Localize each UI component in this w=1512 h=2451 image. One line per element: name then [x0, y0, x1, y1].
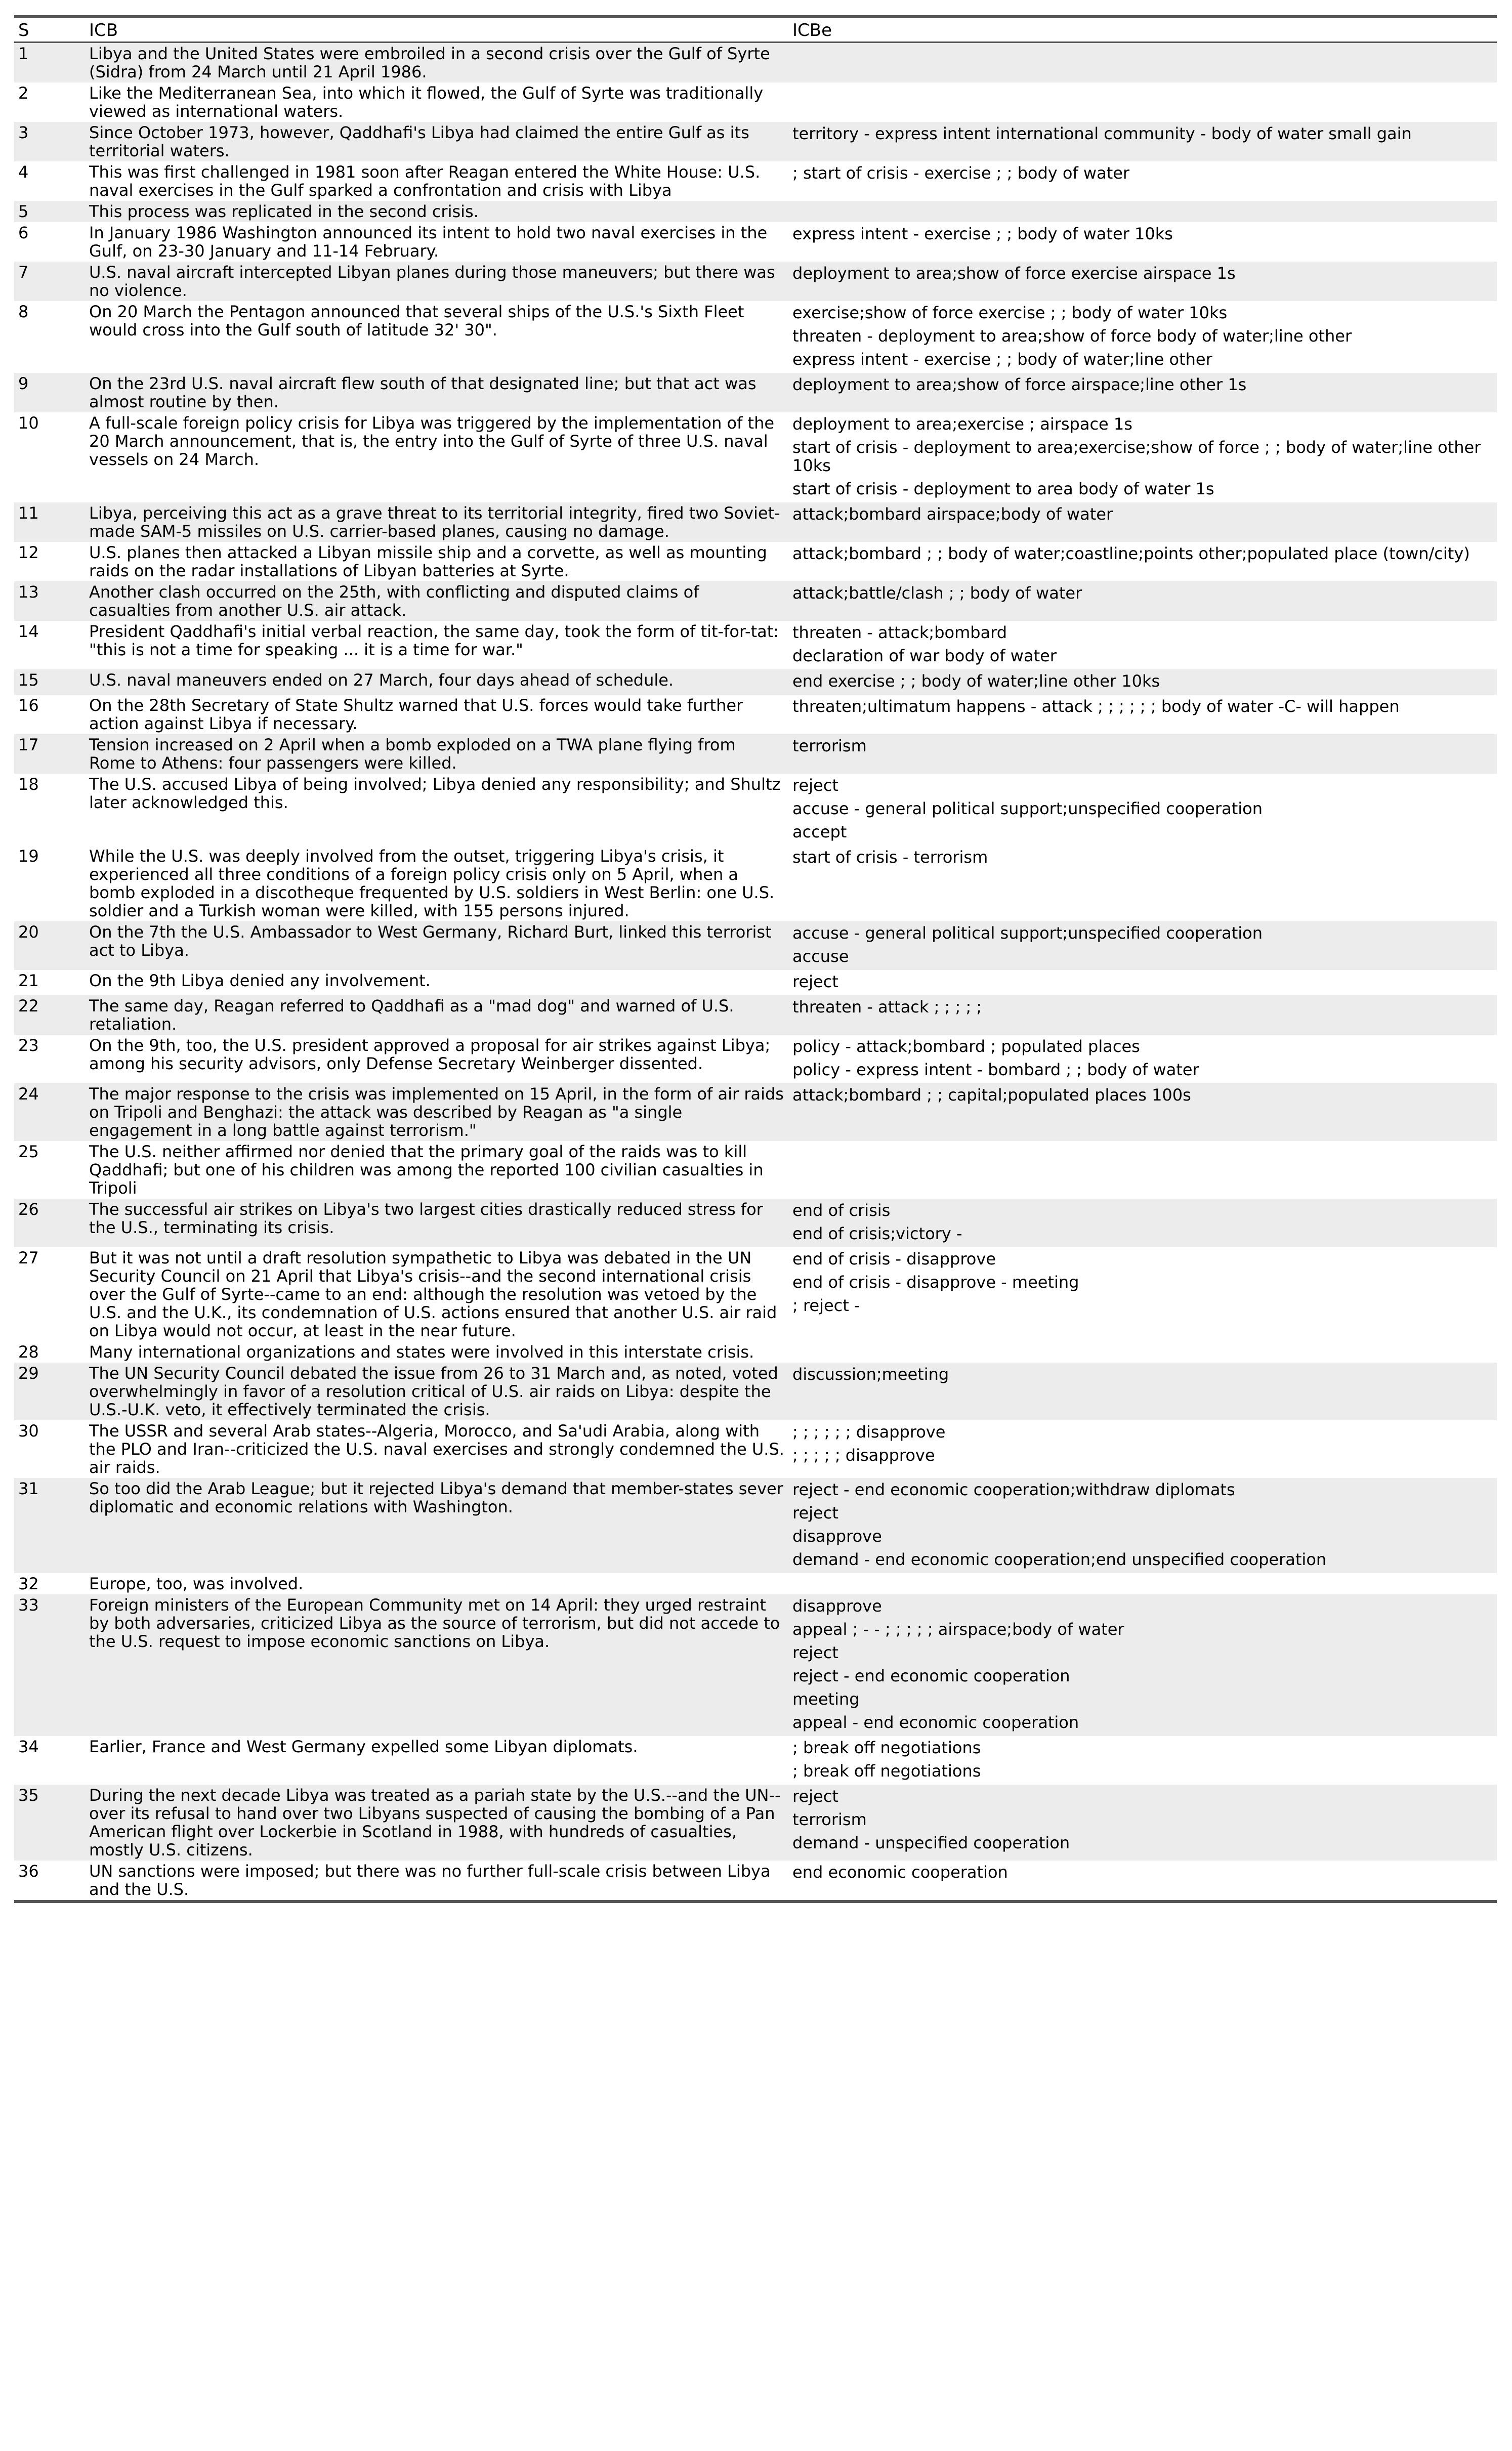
icbe-events — [788, 1141, 1497, 1199]
icbe-events — [788, 1785, 1497, 1861]
table-row — [14, 502, 1497, 542]
icbe-event: reject — [792, 972, 838, 991]
table-row — [14, 669, 1497, 695]
icb-text: The U.S. neither affirmed nor denied that the primary goal of the raids was to kill Qaddhafi; but one of his children was among the reported 100 civilian casualties in Tripoli — [89, 1142, 764, 1198]
sentence-number: 34 — [18, 1737, 39, 1756]
table-row — [14, 373, 1497, 412]
icbe-events — [788, 201, 1497, 222]
icb-text: Libya, perceiving this act as a grave threat to its territorial integrity, fired two Soviet-made SAM-5 missiles on U.S. carrier-based planes, causing no damage. — [85, 502, 788, 542]
sentence-number: 32 — [18, 1574, 39, 1593]
icbe-event: end exercise ; ; body of water;line other 10ks — [792, 671, 1160, 691]
icbe-event: end of crisis — [792, 1201, 891, 1220]
icbe-event: demand - unspecified cooperation — [792, 1833, 1070, 1852]
icbe-events — [788, 412, 1497, 502]
icb-text: On the 9th, too, the U.S. president approved a proposal for air strikes against Libya; among his security advisors, only Defense Secretary Weinberger dissented. — [89, 1036, 771, 1073]
table-row — [14, 122, 1497, 161]
icbe-event: reject — [792, 1643, 838, 1662]
icbe-event: attack;bombard airspace;body of water — [792, 504, 1113, 524]
icbe-events — [788, 1573, 1497, 1594]
icbe-events — [788, 1420, 1497, 1478]
icbe-events — [788, 1341, 1497, 1363]
icb-text: Earlier, France and West Germany expelled some Libyan diplomats. — [89, 1737, 638, 1756]
sentence-number: 2 — [18, 83, 29, 103]
table-row — [14, 1247, 1497, 1341]
icbe-event: declaration of war body of water — [792, 646, 1057, 665]
sentence-number: 12 — [18, 543, 39, 562]
icbe-events — [788, 621, 1497, 669]
sentence-number: 22 — [14, 995, 85, 1035]
icb-text: U.S. naval aircraft intercepted Libyan planes during those maneuvers; but there was no violence. — [85, 262, 788, 301]
icbe-events — [788, 222, 1497, 262]
icbe-events — [788, 122, 1497, 161]
icbe-events — [788, 734, 1497, 774]
icb-text: The U.S. accused Libya of being involved; Libya denied any responsibility; and Shultz later acknowledged this. — [89, 775, 781, 812]
icb-text: The USSR and several Arab states--Algeria, Morocco, and Sa'udi Arabia, along with the PLO and Iran--criticized the U.S. naval exercises and strongly condemned the U.S. air raids. — [89, 1421, 784, 1477]
sentence-number: 23 — [18, 1036, 39, 1055]
icb-text: During the next decade Libya was treated as a pariah state by the U.S.--and the UN--over its refusal to hand over two Libyans suspected of causing the bombing of a Pan American flight over Lockerbie in Scotland in 1988, with hundreds of casualties, mostly U.S. citizens. — [85, 1785, 788, 1861]
table-row — [14, 262, 1497, 301]
icbe-event: reject - end economic cooperation — [792, 1666, 1070, 1685]
sentence-number: 3 — [14, 122, 85, 161]
icb-text: Since October 1973, however, Qaddhafi's Libya had claimed the entire Gulf as its territorial waters. — [85, 122, 788, 161]
sentence-number: 11 — [14, 502, 85, 542]
icb-text: While the U.S. was deeply involved from the outset, triggering Libya's crisis, it experienced all three conditions of a foreign policy crisis only on 5 April, when a bomb exploded in a discotheque frequented by U.S. soldiers in West Berlin: one U.S. soldier and a Turkish woman were killed, with 155 persons injured. — [89, 847, 775, 920]
icbe-event: policy - attack;bombard ; populated places — [792, 1037, 1140, 1056]
table-row — [14, 301, 1497, 373]
table-row — [14, 161, 1497, 201]
icbe-event: threaten - attack;bombard — [792, 623, 1007, 642]
icbe-event: ; break off negotiations — [792, 1761, 981, 1781]
icb-text: Many international organizations and states were involved in this interstate crisis. — [89, 1342, 754, 1362]
table-row — [14, 970, 1497, 995]
sentence-number: 9 — [14, 373, 85, 412]
sentence-number: 27 — [18, 1248, 39, 1267]
icbe-event: ; reject - — [792, 1296, 860, 1315]
icbe-events — [788, 1083, 1497, 1141]
icb-text: So too did the Arab League; but it rejected Libya's demand that member-states sever diplomatic and economic relations with Washington. — [85, 1478, 788, 1573]
icb-text: On 20 March the Pentagon announced that several ships of the U.S.'s Sixth Fleet would cross into the Gulf south of latitude 32' 30". — [89, 302, 744, 340]
icb-text: The major response to the crisis was implemented on 15 April, in the form of air raids on Tripoli and Benghazi: the attack was described by Reagan as "a single engagement in a long battle against terrorism." — [85, 1083, 788, 1141]
sentence-number: 30 — [18, 1421, 39, 1441]
icbe-event: reject — [792, 1503, 838, 1523]
table-row — [14, 412, 1497, 502]
sentence-number: 10 — [18, 413, 39, 433]
icbe-events — [788, 1247, 1497, 1341]
sentence-number: 14 — [18, 622, 39, 641]
sentence-number: 7 — [14, 262, 85, 301]
icbe-events — [788, 301, 1497, 373]
icbe-event: end of crisis - disapprove - meeting — [792, 1273, 1079, 1292]
icbe-event: terrorism — [792, 1810, 867, 1829]
sentence-number: 28 — [18, 1342, 39, 1362]
icb-text: On the 23rd U.S. naval aircraft flew south of that designated line; but that act was almost routine by then. — [85, 373, 788, 412]
icbe-events — [788, 43, 1497, 83]
icbe-event: express intent - exercise ; ; body of water;line other — [792, 350, 1212, 369]
sentence-number: 13 — [14, 581, 85, 621]
table-row — [14, 995, 1497, 1035]
icbe-event: reject — [792, 1787, 838, 1806]
icb-text: U.S. naval maneuvers ended on 27 March, four days ahead of schedule. — [85, 669, 788, 695]
icb-text: President Qaddhafi's initial verbal reaction, the same day, took the form of tit-for-tat: "this is not a time for speaking ... it is a time for war." — [89, 622, 779, 659]
table-row — [14, 43, 1497, 83]
icbe-event: attack;battle/clash ; ; body of water — [792, 583, 1082, 603]
icbe-event: meeting — [792, 1689, 860, 1709]
table-row — [14, 1141, 1497, 1199]
table-row — [14, 1199, 1497, 1247]
icbe-event: start of crisis - deployment to area;exercise;show of force ; ; body of water;line other 10ks — [792, 438, 1481, 475]
icb-text: A full-scale foreign policy crisis for Libya was triggered by the implementation of the 20 March announcement, that is, the entry into the Gulf of Syrte of three U.S. naval vessels on 24 March. — [89, 413, 775, 469]
icbe-events — [788, 373, 1497, 412]
icbe-events — [788, 1478, 1497, 1573]
icbe-event: policy - express intent - bombard ; ; body of water — [792, 1060, 1199, 1079]
icbe-events — [788, 502, 1497, 542]
table-row — [14, 1478, 1497, 1573]
sentence-number: 16 — [18, 696, 39, 715]
icb-text: Like the Mediterranean Sea, into which it flowed, the Gulf of Syrte was traditionally viewed as international waters. — [89, 83, 764, 121]
icbe-events — [788, 1861, 1497, 1901]
icb-text: But it was not until a draft resolution sympathetic to Libya was debated in the UN Security Council on 21 April that Libya's crisis--and the second international crisis over the Gulf of Syrte--came to an end: although the resolution was vetoed by the U.S. and the U.K., its condemnation of U.S. actions ensured that another U.S. air raid on Libya would not occur, at least in the near future. — [89, 1248, 777, 1340]
icbe-event: threaten - attack ; ; ; ; ; — [792, 997, 982, 1017]
icbe-event: end of crisis;victory - — [792, 1224, 962, 1243]
icbe-events — [788, 581, 1497, 621]
table-row — [14, 1594, 1497, 1736]
icbe-event: deployment to area;show of force exercise airspace 1s — [792, 264, 1236, 283]
icbe-events — [788, 846, 1497, 921]
sentence-number: 5 — [14, 201, 85, 222]
icbe-event: express intent - exercise ; ; body of water 10ks — [792, 224, 1173, 243]
icb-text: Another clash occurred on the 25th, with conflicting and disputed claims of casualties from another U.S. air attack. — [85, 581, 788, 621]
sentence-number: 17 — [14, 734, 85, 774]
icb-text: On the 28th Secretary of State Shultz warned that U.S. forces would take further action against Libya if necessary. — [89, 696, 743, 733]
sentence-number: 1 — [14, 43, 85, 83]
icbe-event: appeal - end economic cooperation — [792, 1713, 1079, 1732]
icbe-event: appeal ; - - ; ; ; ; ; airspace;body of water — [792, 1620, 1124, 1639]
icbe-event: start of crisis - terrorism — [792, 848, 988, 867]
table-header — [14, 17, 1497, 43]
icbe-event: ; break off negotiations — [792, 1738, 981, 1757]
icbe-event: end of crisis - disapprove — [792, 1249, 996, 1269]
sentence-number: 21 — [18, 971, 39, 990]
icbe-event: start of crisis - deployment to area body of water 1s — [792, 479, 1214, 498]
icbe-events — [788, 1199, 1497, 1247]
icb-text: On the 7th the U.S. Ambassador to West Germany, Richard Burt, linked this terrorist act to Libya. — [85, 921, 788, 970]
icbe-event: territory - express intent international community - body of water small gain — [792, 124, 1412, 143]
icbe-event: attack;bombard ; ; capital;populated places 100s — [792, 1085, 1191, 1105]
sentence-number: 19 — [18, 847, 39, 866]
icbe-events — [788, 1363, 1497, 1420]
header-s: S — [18, 20, 29, 40]
header-icbe: ICBe — [792, 20, 832, 40]
header-icb: ICB — [89, 20, 118, 40]
icb-text: This was first challenged in 1981 soon after Reagan entered the White House: U.S. naval exercises in the Gulf sparked a confrontation and crisis with Libya — [89, 162, 761, 200]
sentence-number: 18 — [18, 775, 39, 794]
icbe-event: disapprove — [792, 1527, 882, 1546]
table-row — [14, 82, 1497, 122]
icbe-event: ; ; ; ; ; disapprove — [792, 1446, 935, 1465]
table-row — [14, 921, 1497, 970]
sentence-number: 35 — [14, 1785, 85, 1861]
icb-text: Libya and the United States were embroiled in a second crisis over the Gulf of Syrte (Sidra) from 24 March until 21 April 1986. — [85, 43, 788, 83]
table-row — [14, 1861, 1497, 1901]
table-row — [14, 1083, 1497, 1141]
sentence-number: 31 — [14, 1478, 85, 1573]
icbe-event: deployment to area;show of force airspace;line other 1s — [792, 375, 1247, 394]
sentence-number: 25 — [18, 1142, 39, 1161]
icbe-events — [788, 262, 1497, 301]
icbe-event: disapprove — [792, 1596, 882, 1616]
table-row — [14, 734, 1497, 774]
table-row — [14, 1035, 1497, 1083]
icbe-events — [788, 1594, 1497, 1736]
icbe-event: reject - end economic cooperation;withdraw diplomats — [792, 1480, 1235, 1499]
icbe-events — [788, 82, 1497, 122]
table-body — [14, 43, 1497, 1902]
icbe-events — [788, 542, 1497, 581]
sentence-number: 4 — [18, 162, 29, 182]
sentence-number: 15 — [14, 669, 85, 695]
icbe-event: end economic cooperation — [792, 1863, 1008, 1882]
table-row — [14, 1341, 1497, 1363]
icbe-events — [788, 970, 1497, 995]
table-row — [14, 1736, 1497, 1785]
icbe-event: threaten - deployment to area;show of force body of water;line other — [792, 326, 1352, 346]
table-row — [14, 542, 1497, 581]
table-row — [14, 621, 1497, 669]
table-row — [14, 774, 1497, 846]
sentence-number: 20 — [14, 921, 85, 970]
icb-text: Europe, too, was involved. — [89, 1574, 304, 1593]
icb-comparison-table — [14, 15, 1497, 1903]
icb-text: This process was replicated in the second crisis. — [85, 201, 788, 222]
icbe-event: exercise;show of force exercise ; ; body of water 10ks — [792, 303, 1228, 322]
icbe-events — [788, 1035, 1497, 1083]
icbe-event: accuse - general political support;unspecified cooperation — [792, 923, 1263, 943]
icb-text: The successful air strikes on Libya's two largest cities drastically reduced stress for the U.S., terminating its crisis. — [85, 1199, 788, 1247]
icbe-events — [788, 774, 1497, 846]
icb-text: The UN Security Council debated the issue from 26 to 31 March and, as noted, voted overwhelmingly in favor of a resolution critical of U.S. air raids on Libya: despite the U.S.-U.K. veto, it effectively terminated the crisis. — [85, 1363, 788, 1420]
sentence-number: 6 — [18, 223, 29, 242]
icbe-event: terrorism — [792, 736, 867, 755]
icbe-event: deployment to area;exercise ; airspace 1s — [792, 414, 1132, 434]
table-row — [14, 1363, 1497, 1420]
table-row — [14, 695, 1497, 734]
sentence-number: 33 — [14, 1594, 85, 1736]
sentence-number: 26 — [14, 1199, 85, 1247]
icbe-event: ; ; ; ; ; ; disapprove — [792, 1422, 946, 1442]
table-row — [14, 1785, 1497, 1861]
icbe-events — [788, 995, 1497, 1035]
sentence-number: 24 — [14, 1083, 85, 1141]
icb-text: In January 1986 Washington announced its intent to hold two naval exercises in the Gulf, on 23-30 January and 11-14 February. — [89, 223, 768, 261]
table-row — [14, 1573, 1497, 1594]
icb-text: Tension increased on 2 April when a bomb exploded on a TWA plane flying from Rome to Athens: four passengers were killed. — [85, 734, 788, 774]
table-row — [14, 222, 1497, 262]
table-row — [14, 581, 1497, 621]
icbe-event: reject — [792, 776, 838, 795]
icbe-event: accuse - general political support;unspecified cooperation — [792, 799, 1263, 818]
sentence-number: 8 — [18, 302, 29, 321]
icbe-event: accept — [792, 822, 847, 841]
icbe-event: threaten;ultimatum happens - attack ; ; ; ; ; ; body of water -C- will happen — [792, 697, 1400, 716]
table-row — [14, 1420, 1497, 1478]
icbe-events — [788, 161, 1497, 201]
sentence-number: 29 — [14, 1363, 85, 1420]
sentence-number: 36 — [18, 1862, 39, 1881]
icb-text: U.S. planes then attacked a Libyan missile ship and a corvette, as well as mounting raids on the radar installations of Libyan batteries at Syrte. — [89, 543, 767, 580]
icb-text: UN sanctions were imposed; but there was no further full-scale crisis between Libya and the U.S. — [89, 1862, 771, 1899]
icbe-event: demand - end economic cooperation;end unspecified cooperation — [792, 1550, 1327, 1569]
icb-text: On the 9th Libya denied any involvement. — [89, 971, 431, 990]
table-row — [14, 846, 1497, 921]
icbe-event: attack;bombard ; ; body of water;coastline;points other;populated place (town/city) — [792, 544, 1470, 563]
icbe-events — [788, 921, 1497, 970]
icbe-event: ; start of crisis - exercise ; ; body of water — [792, 163, 1130, 183]
icbe-events — [788, 1736, 1497, 1785]
icbe-event: discussion;meeting — [792, 1365, 949, 1384]
icbe-events — [788, 669, 1497, 695]
icb-text: The same day, Reagan referred to Qaddhafi as a "mad dog" and warned of U.S. retaliation. — [85, 995, 788, 1035]
icb-text: Foreign ministers of the European Community met on 14 April: they urged restraint by both adversaries, criticized Libya as the source of terrorism, but did not accede to the U.S. request to impose economic sanctions on Libya. — [85, 1594, 788, 1736]
icbe-events — [788, 695, 1497, 734]
table-row — [14, 201, 1497, 222]
icbe-event: accuse — [792, 947, 849, 966]
